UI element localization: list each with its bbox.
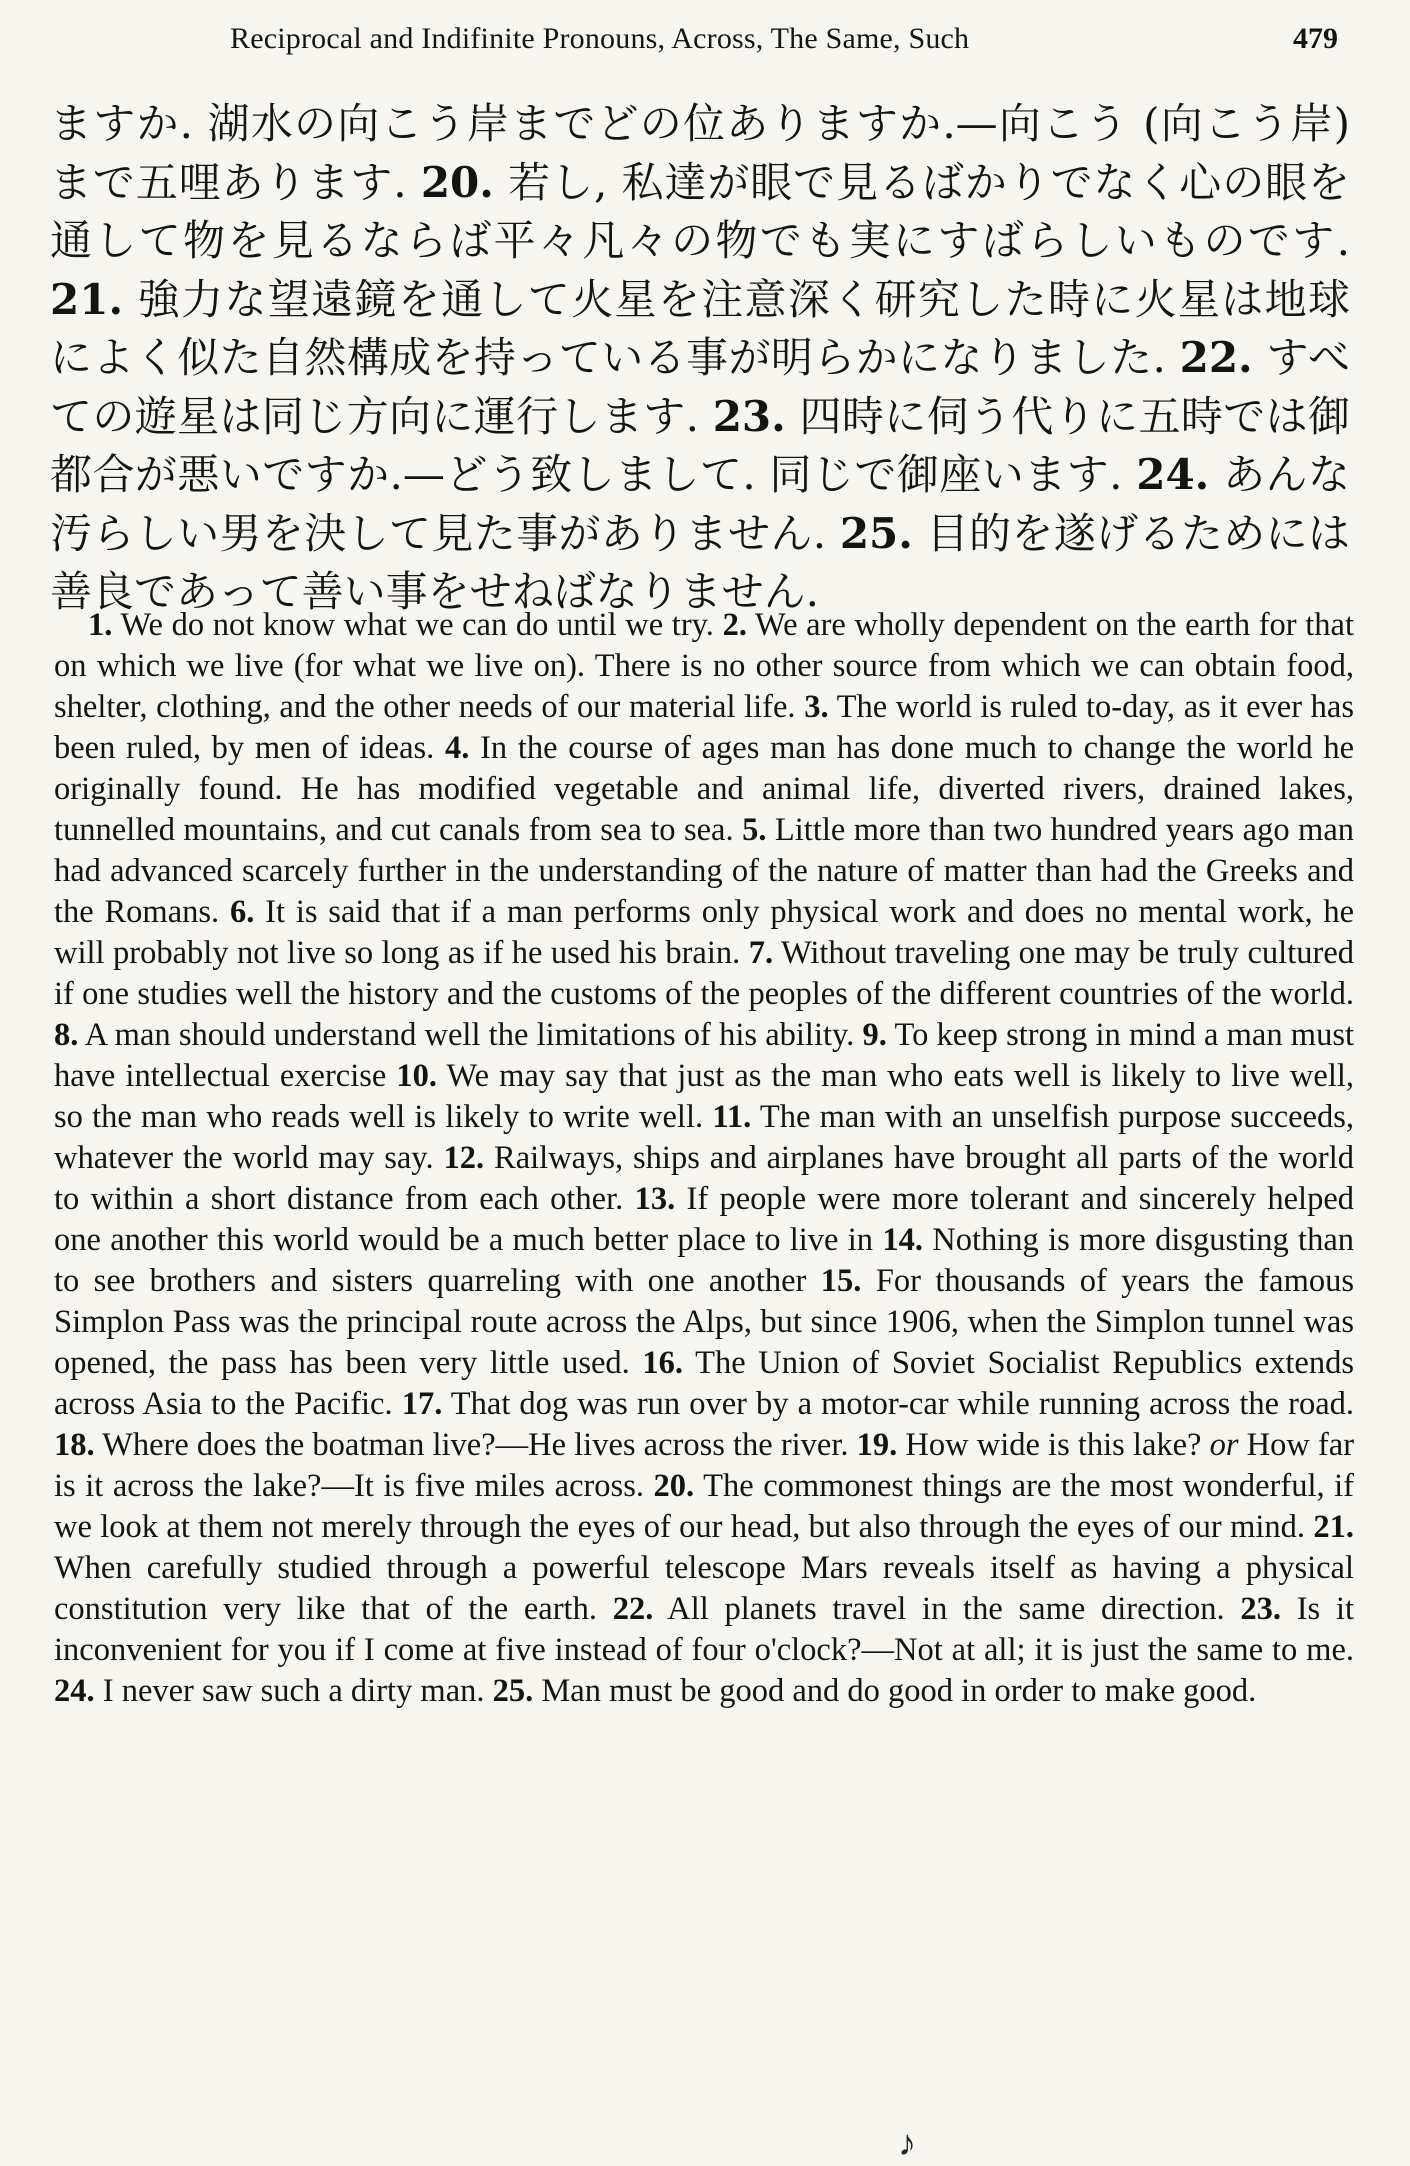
jp-sentence: すべての遊星は同じ方向に運行します. — [50, 333, 1351, 441]
en-sentence: Little more than two hundred years ago man had advanced scarcely further in the understanding of the nature of matter than had the Greeks and the Romans. — [54, 812, 1355, 930]
en-number: 11. — [712, 1099, 752, 1135]
en-sentence: When carefully studied through a powerful telescope Mars reveals itself as having a physical constitution very like that of the earth. — [54, 1550, 1354, 1627]
en-number: 6. — [229, 894, 255, 930]
en-sentence: In the course of ages man has done much to change the world he originally found. He has modified vegetable and animal life, diverted rivers, drained lakes, tunnelled mountains, and cut canals from sea to sea. — [54, 730, 1354, 848]
en-sentence: The Union of Soviet Socialist Republics extends across Asia to the Pacific. — [54, 1345, 1354, 1422]
en-number: 24. — [54, 1673, 95, 1709]
en-number: 20. — [653, 1468, 695, 1504]
en-number: 23. — [1240, 1591, 1281, 1627]
jp-sentence: 強力な望遠鏡を通して火星を注意深く研究した時に火星は地球によく似た自然構成を持っている事が明らかになりました. — [50, 274, 1350, 382]
en-number: 22. — [612, 1591, 654, 1627]
jp-sentence: 四時に伺う代りに五時では御都合が悪いですか.—どう致しまして. 同じで御座います. — [50, 391, 1350, 499]
en-sentence: Where does the boatman live?—He lives across the river. — [102, 1427, 849, 1463]
jp-number: 24. — [1136, 450, 1210, 499]
en-sentence: It is said that if a man performs only physical work and does no mental work, he will probably not live so long as if he used his brain. — [54, 894, 1355, 971]
jp-number: 23. — [712, 391, 786, 441]
jp-number: 22. — [1179, 333, 1253, 382]
en-sentence: We do not know what we can do until we try. — [120, 607, 714, 643]
en-sentence: How wide is this lake? — [905, 1427, 1202, 1463]
jp-number: 25. — [839, 508, 913, 558]
en-number: 16. — [642, 1345, 684, 1381]
en-number: 10. — [396, 1058, 438, 1094]
ink-mark: ♪ — [898, 2123, 916, 2163]
jp-sentence: あんな汚らしい男を決して見た事がありません. — [50, 450, 1350, 558]
running-title: Reciprocal and Indifinite Pronouns, Across, The Same, Such — [230, 22, 970, 55]
jp-sentence-cont: ますか. 湖水の向こう岸までどの位ありますか.—向こう (向こう岸) まで五哩あります. — [50, 99, 1350, 207]
en-number: 4. — [445, 730, 470, 766]
en-sentence: A man should understand well the limitations of his ability. — [84, 1017, 855, 1053]
en-number: 12. — [443, 1140, 485, 1176]
page-number: 479 — [1293, 22, 1338, 55]
en-number: 8. — [54, 1017, 79, 1053]
english-text-block — [54, 605, 1354, 1712]
jp-sentence: 目的を遂げるためには善良であって善い事をせねばなりません. — [50, 508, 1350, 616]
jp-sentence: 若し, 私達が眼で見るばかりでなく心の眼を通して物を見るならば平々凡々の物でも実にすばらしいものです. — [50, 157, 1351, 265]
japanese-text-block — [50, 95, 1350, 622]
en-number: 1. — [88, 607, 113, 643]
en-number: 25. — [492, 1673, 534, 1709]
en-sentence: To keep strong in mind a man must have intellectual exercise — [54, 1017, 1355, 1094]
en-number: 17. — [401, 1386, 443, 1422]
jp-number: 21. — [50, 274, 124, 324]
en-sentence: If people were more tolerant and sincerely helped one another this world would be a much better place to live in — [54, 1181, 1354, 1258]
en-sentence: The man with an unselfish purpose succeeds, whatever the world may say. — [54, 1099, 1354, 1176]
en-number: 21. — [1313, 1509, 1354, 1545]
jp-number: 20. — [420, 157, 494, 207]
en-number: 7. — [748, 935, 774, 971]
page-header — [230, 22, 1338, 72]
en-sentence: The commonest things are the most wonderful, if we look at them not merely through the eyes of our head, but also through the eyes of our mind. — [54, 1468, 1355, 1545]
english-paragraph — [54, 605, 1354, 1712]
en-sentence: Railways, ships and airplanes have brought all parts of the world to within a short distance from each other. — [54, 1140, 1355, 1217]
en-sentence: How far is it across the lake?—It is five miles across. — [54, 1427, 1355, 1504]
en-sentence: I never saw such a dirty man. — [102, 1673, 485, 1709]
en-sentence: All planets travel in the same direction. — [667, 1591, 1225, 1627]
en-number: 15. — [820, 1263, 862, 1299]
en-number: 9. — [862, 1017, 887, 1053]
en-number: 3. — [804, 689, 829, 725]
en-sentence: Nothing is more disgusting than to see brothers and sisters quarreling with one another — [54, 1222, 1355, 1299]
en-sentence: We are wholly dependent on the earth for that on which we live (for what we live on). There is no other source from which we can obtain food, shelter, clothing, and the other needs of our material life. — [54, 607, 1354, 725]
en-sentence: The world is ruled to-day, as it ever has been ruled, by men of ideas. — [54, 689, 1354, 766]
en-sentence: Man must be good and do good in order to make good. — [541, 1673, 1257, 1709]
en-number: 5. — [742, 812, 767, 848]
en-number: 2. — [722, 607, 747, 643]
en-number: 14. — [882, 1222, 923, 1258]
en-sentence: Without traveling one may be truly cultured if one studies well the history and the customs of the peoples of the different countries of the world. — [54, 935, 1354, 1012]
en-sentence: That dog was run over by a motor-car while running across the road. — [450, 1386, 1355, 1422]
en-sentence: For thousands of years the famous Simplon Pass was the principal route across the Alps, but since 1906, when the Simplon tunnel was opened, the pass has been very little used. — [54, 1263, 1355, 1381]
en-number: 18. — [54, 1427, 95, 1463]
en-sentence: Is it inconvenient for you if I come at five instead of four o'clock?—Not at all; it is just the same to me. — [54, 1591, 1354, 1668]
en-italic-or: or — [1209, 1427, 1239, 1463]
en-sentence: We may say that just as the man who eats well is likely to live well, so the man who reads well is likely to write well. — [54, 1058, 1354, 1135]
en-number: 19. — [856, 1427, 898, 1463]
en-number: 13. — [634, 1181, 676, 1217]
